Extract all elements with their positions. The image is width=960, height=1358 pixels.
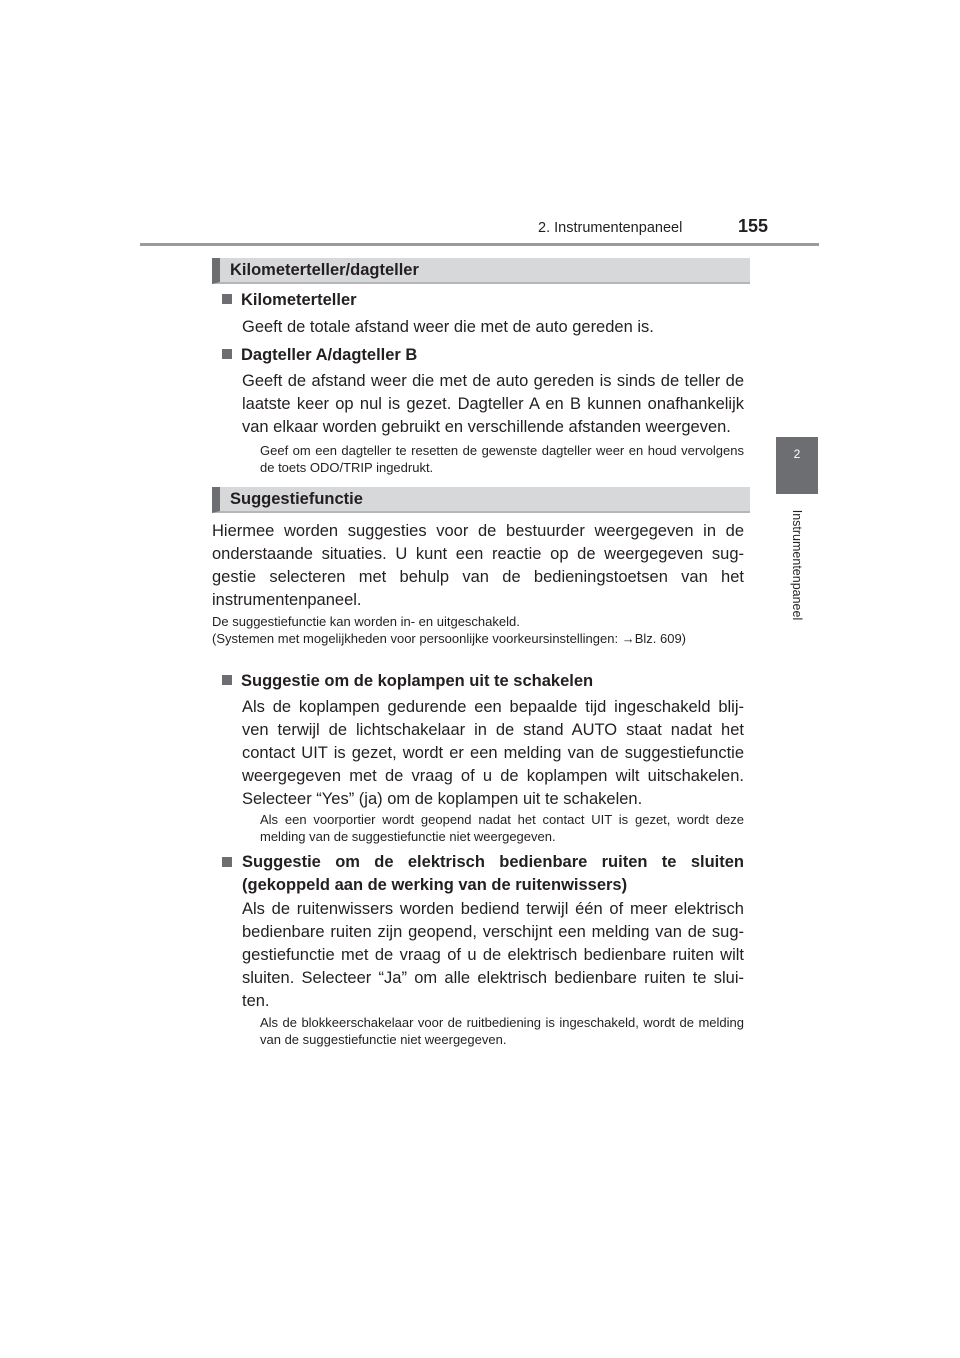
item-note: Geef om een dagteller te resetten de gewenste dagteller weer en houd vervolgens de toets ODO/TRIP ingedrukt. [260, 443, 744, 475]
item-note: Als een voorportier wordt geopend nadat het contact UIT is gezet, wordt deze melding van de suggestiefunctie niet weergegeven. [260, 812, 744, 844]
item-note: Als de blokkeerschakelaar voor de ruitbediening is ingeschakeld, wordt de melding van de suggestiefunctie niet weergegeven. [260, 1015, 744, 1047]
header-rule [140, 243, 819, 246]
chapter-tab-number: 2 [793, 447, 801, 461]
section-title: Suggestiefunctie [230, 490, 363, 508]
item-heading-kilometerteller: Kilometerteller [222, 291, 357, 310]
bullet-square-icon [222, 857, 232, 867]
bullet-square-icon [222, 349, 232, 359]
item-heading-koplampen: Suggestie om de koplampen uit te schakelen [222, 672, 593, 691]
section-intro: Hiermee worden suggesties voor de bestuurder weergegeven in de onderstaande situaties. U kunt een reactie op de weergegeven sug-gestie selecteren met behulp van de bedieningstoetsen van het instrumentenpaneel. [212, 522, 744, 609]
section-intro-note: De suggestiefunctie kan worden in- en uitgeschakeld. [212, 614, 520, 629]
section-header-suggestiefunctie [212, 487, 750, 513]
section-header-kilometerteller [212, 258, 750, 284]
bullet-square-icon [222, 675, 232, 685]
chapter-tab [776, 437, 818, 494]
bullet-square-icon [222, 294, 232, 304]
item-text: Geeft de afstand weer die met de auto gereden is sinds de teller de laatste keer op nul is gezet. Dagteller A en B kunnen onafhankelijk van elkaar worden gebruikt en verschillende afstanden weergeven. [242, 372, 744, 436]
section-intro-note: (Systemen met mogelijkheden voor persoonlijke voorkeursinstellingen: →Blz. 609) [212, 631, 687, 646]
item-text: Als de koplampen gedurende een bepaalde tijd ingeschakeld blij-ven terwijl de lichtschakelaar in de stand AUTO staat nadat het contact UIT is gezet, wordt er een melding van de suggestiefunctie weergegeven met de vraag of u de koplampen wilt uitschakelen. Selecteer “Yes” (ja) om de koplampen uit te schakelen. [242, 698, 744, 808]
item-heading-dagteller: Dagteller A/dagteller B [222, 346, 417, 365]
item-text: Als de ruitenwissers worden bediend terwijl één of meer elektrisch bedienbare ruiten zijn geopend, verschijnt een melding van de sug-gestiefunctie met de vraag of u de elektrisch bedienbare ruiten wilt sluiten. Selecteer “Ja” om alle elektrisch bedienbare ruiten te slui-ten. [242, 900, 744, 1010]
header-section-title: 2. Instrumentenpaneel [538, 220, 683, 236]
section-title: Kilometerteller/dagteller [230, 261, 419, 279]
page-number: 155 [738, 216, 769, 236]
item-heading-ruiten: Suggestie om de elektrisch bedienbare ruiten te sluiten (gekoppeld aan de werking van de ruitenwissers) [222, 851, 744, 897]
item-text: Geeft de totale afstand weer die met de auto gereden is. [242, 318, 654, 336]
chapter-tab-label: Instrumentenpaneel [790, 509, 804, 621]
